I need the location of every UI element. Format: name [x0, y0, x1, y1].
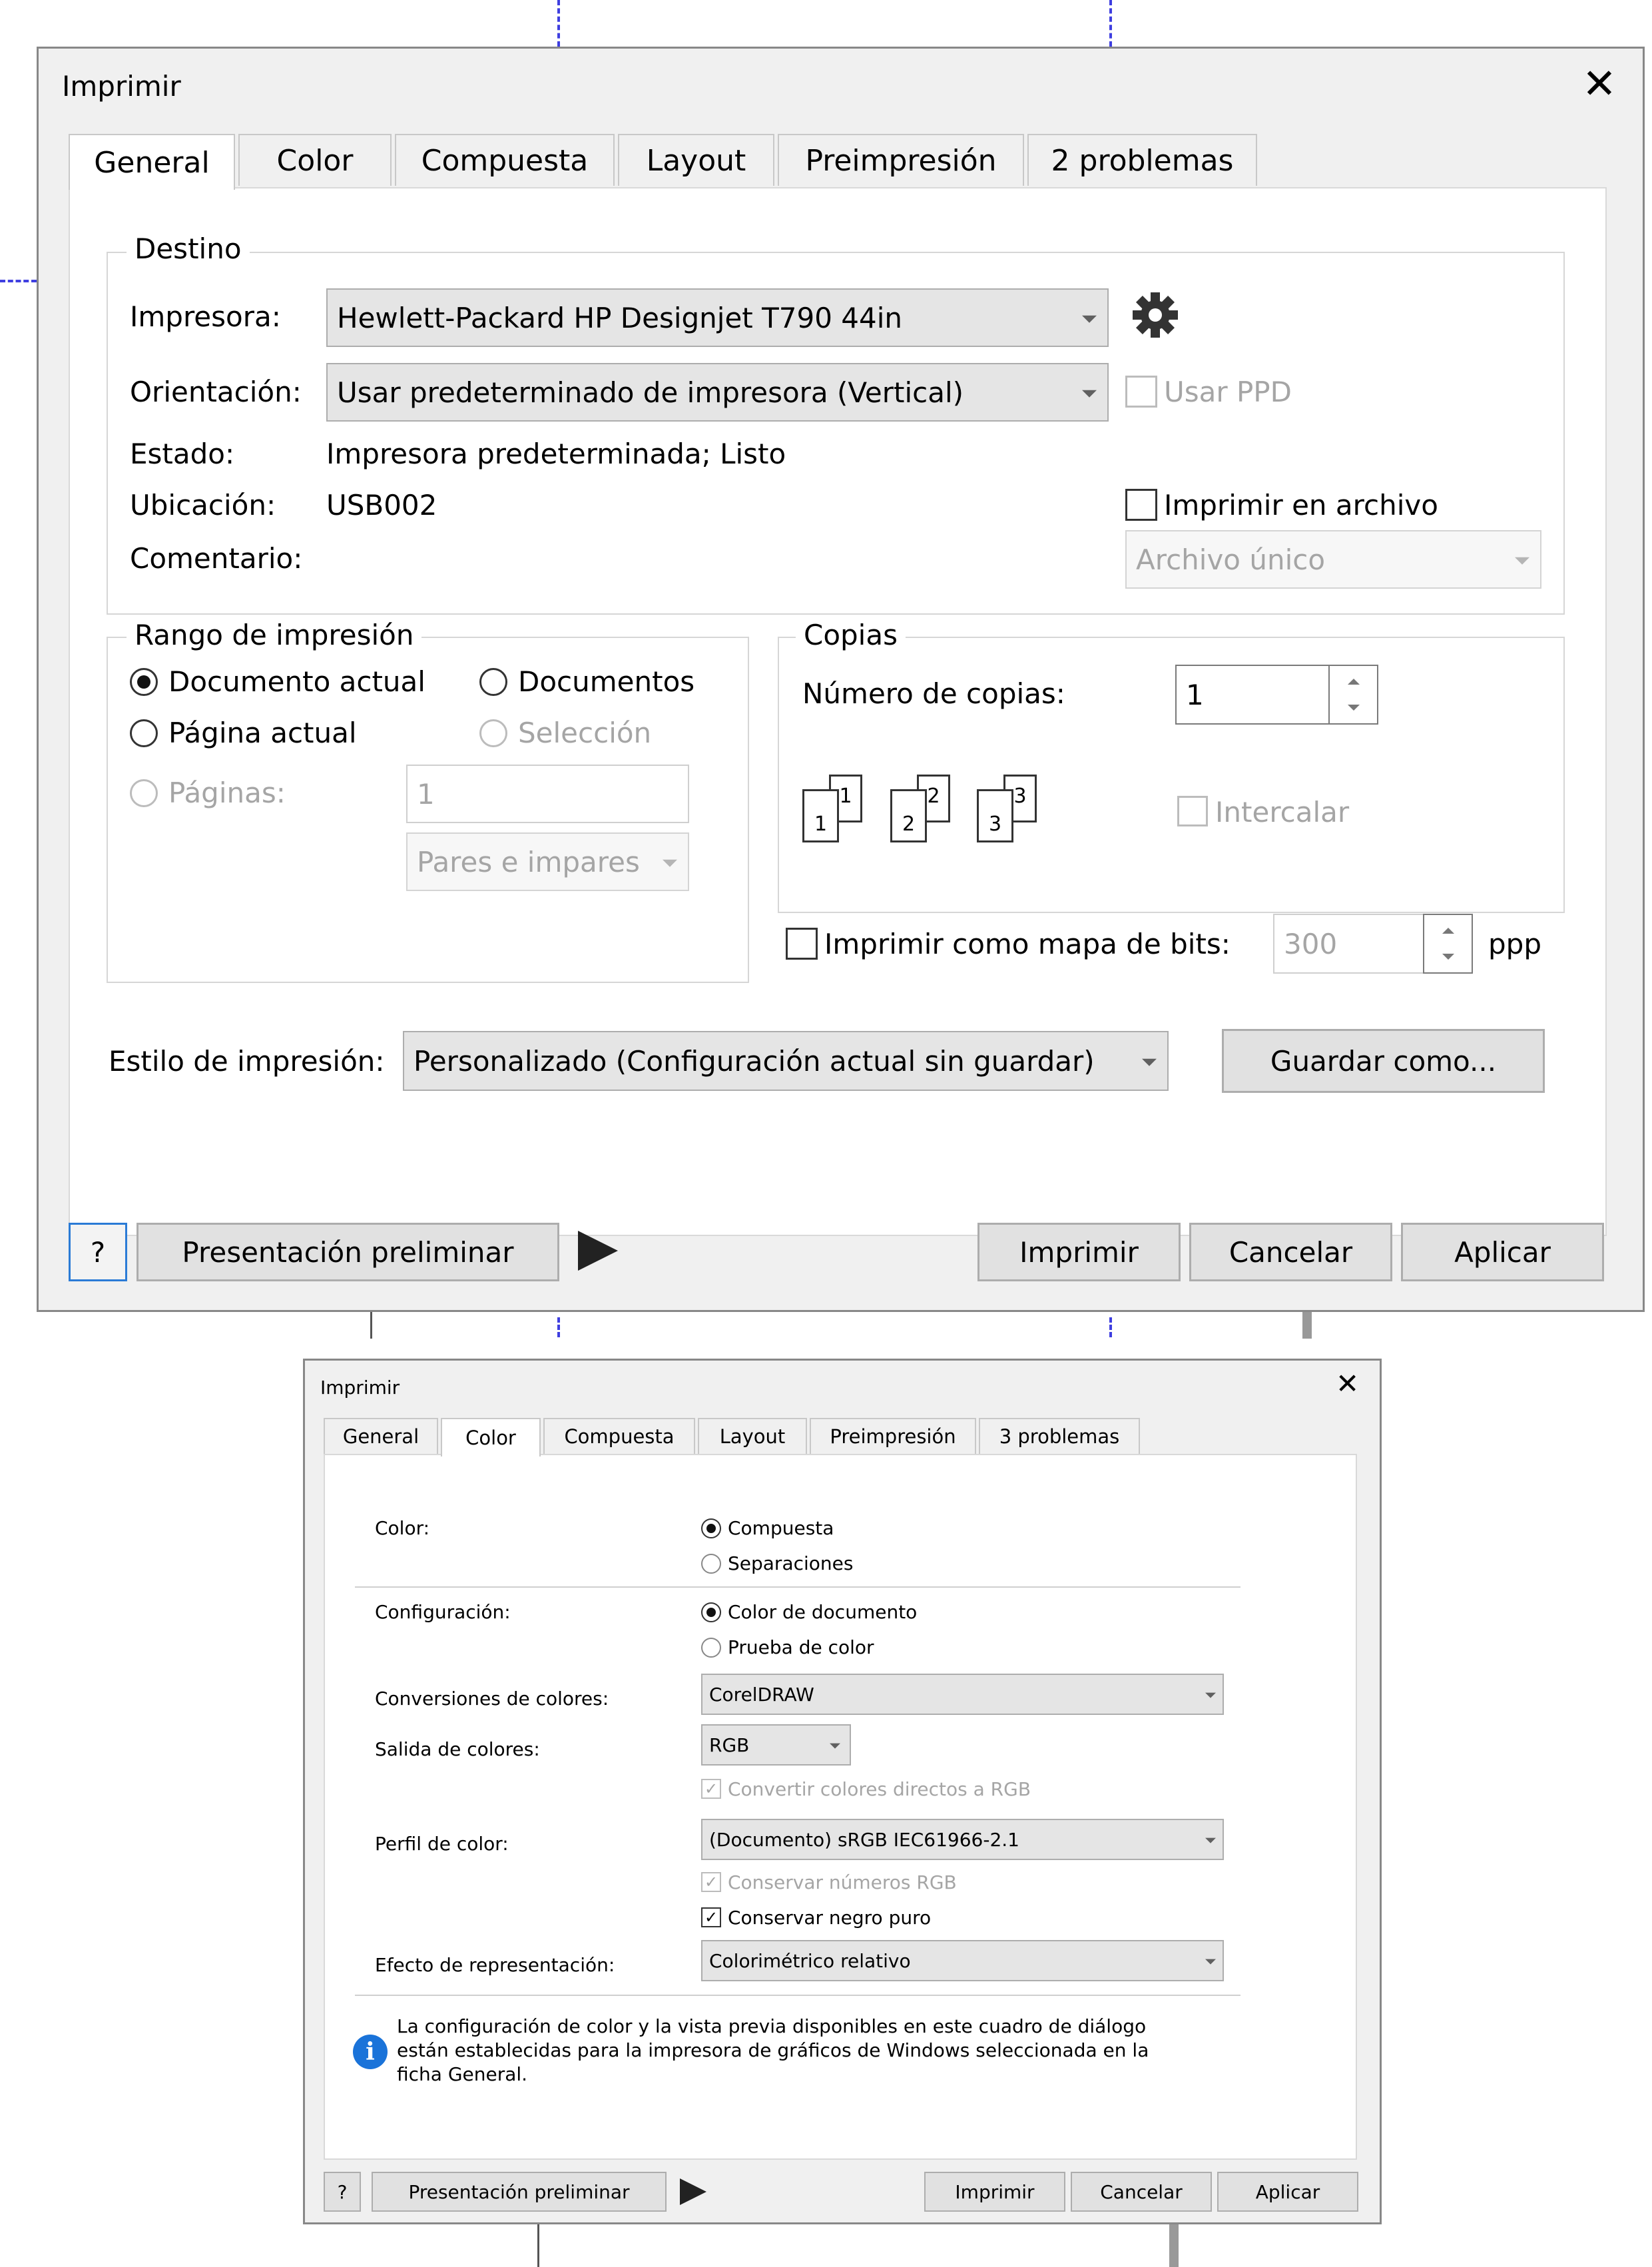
rendering-intent-value: Colorimétrico relativo [709, 1949, 911, 1972]
color-profile-value: (Documento) sRGB IEC61966-2.1 [709, 1828, 1019, 1851]
apply-button[interactable]: Aplicar [1217, 2172, 1358, 2212]
play-arrow-icon[interactable] [578, 1231, 618, 1271]
info-line-3: ficha General. [397, 2063, 528, 2085]
use-ppd-checkbox[interactable] [1125, 376, 1157, 408]
preserve-rgb-checkbox[interactable] [701, 1872, 721, 1892]
checkmark-icon: ✓ [704, 1780, 718, 1798]
close-icon[interactable]: ✕ [1582, 59, 1617, 108]
collate-pages-icon [802, 775, 1055, 848]
preserve-rgb-label: Conservar números RGB [728, 1871, 957, 1893]
rendering-intent-select[interactable] [701, 1940, 1224, 1981]
chevron-down-icon [1205, 1838, 1216, 1843]
help-button[interactable]: ? [324, 2172, 361, 2212]
color-output-value: RGB [709, 1734, 750, 1756]
sheet-back: 2 [917, 775, 950, 822]
guide-line [1302, 1312, 1312, 1339]
guide-line [370, 1312, 372, 1339]
color-conversions-value: CorelDRAW [709, 1683, 814, 1706]
radio-dot [706, 1524, 716, 1533]
radio-dot [706, 1608, 716, 1617]
pages-radio[interactable] [130, 779, 158, 807]
guide-line [537, 2224, 539, 2267]
chevron-down-icon [1082, 316, 1097, 323]
section-divider [355, 1586, 1240, 1588]
tab-compuesta[interactable]: Compuesta [395, 134, 615, 186]
guide-line [1169, 2224, 1179, 2267]
guide-line [1109, 1317, 1112, 1337]
checkmark-icon: ✓ [704, 1873, 718, 1891]
selection-label: Selección [518, 717, 652, 749]
print-to-file-label: Imprimir en archivo [1164, 489, 1438, 521]
color-tab-panel [324, 1454, 1357, 2160]
close-icon[interactable]: ✕ [1336, 1367, 1360, 1400]
sheet-back: 3 [1003, 775, 1037, 822]
guide-line [1109, 0, 1112, 47]
comment-label: Comentario: [130, 542, 303, 575]
color-output-label: Salida de colores: [375, 1738, 540, 1760]
file-mode-select-value: Archivo único [1136, 543, 1326, 576]
preserve-black-checkbox[interactable] [701, 1907, 721, 1927]
selection-radio[interactable] [479, 719, 507, 747]
print-preview-button[interactable]: Presentación preliminar [137, 1223, 559, 1281]
orientation-select[interactable] [326, 363, 1109, 422]
checkmark-icon: ✓ [704, 1908, 718, 1927]
print-preview-button[interactable]: Presentación preliminar [372, 2172, 667, 2212]
info-line-1: La configuración de color y la vista previa disponibles en este cuadro de diálogo [397, 2015, 1147, 2037]
pages-parity-select[interactable] [406, 832, 689, 891]
tab-color[interactable]: Color [441, 1418, 541, 1457]
printer-select[interactable] [326, 288, 1109, 347]
print-range-legend: Rango de impresión [127, 621, 421, 649]
sheet-back: 1 [829, 775, 862, 822]
color-output-select[interactable] [701, 1724, 851, 1766]
print-dialog-color [303, 1359, 1382, 2224]
print-button[interactable]: Imprimir [924, 2172, 1065, 2212]
print-as-bitmap-checkbox[interactable] [786, 928, 818, 960]
documents-label: Documentos [518, 665, 695, 698]
composite-label: Compuesta [728, 1517, 834, 1539]
chevron-down-icon [830, 1744, 840, 1749]
pages-input[interactable]: 1 [406, 765, 689, 823]
separations-radio[interactable] [701, 1554, 721, 1574]
file-mode-select[interactable] [1125, 530, 1541, 589]
collate-label: Intercalar [1215, 796, 1350, 828]
print-dialog-general [37, 47, 1645, 1312]
bitmap-resolution-stepper[interactable] [1423, 914, 1473, 974]
cancel-button[interactable]: Cancelar [1189, 1223, 1392, 1281]
save-as-button[interactable]: Guardar como... [1222, 1029, 1545, 1093]
printer-label: Impresora: [130, 300, 281, 333]
chevron-down-icon [1515, 557, 1529, 565]
print-style-value: Personalizado (Configuración actual sin guardar) [413, 1044, 1095, 1078]
play-arrow-icon[interactable] [680, 2178, 706, 2205]
status-label: Estado: [130, 438, 235, 470]
location-value: USB002 [326, 489, 437, 521]
proof-color-radio[interactable] [701, 1638, 721, 1658]
current-page-label: Página actual [168, 717, 357, 749]
chevron-down-icon [1205, 1959, 1216, 1965]
chevron-down-icon [1082, 390, 1097, 398]
color-conversions-label: Conversiones de colores: [375, 1688, 609, 1710]
bitmap-unit-label: ppp [1488, 928, 1541, 960]
destination-legend: Destino [127, 235, 250, 263]
gear-icon[interactable] [1129, 288, 1182, 342]
pages-parity-value: Pares e impares [417, 845, 640, 878]
print-to-file-checkbox[interactable] [1125, 489, 1157, 521]
dialog-title: Imprimir [62, 70, 181, 103]
chevron-down-icon [663, 860, 677, 867]
help-button[interactable]: ? [69, 1223, 127, 1281]
sheet-front: 1 [802, 789, 839, 842]
sheet-front: 2 [890, 789, 927, 842]
copies-count-label: Número de copias: [802, 677, 1065, 710]
document-color-label: Color de documento [728, 1601, 918, 1623]
guide-line [557, 1317, 560, 1337]
guide-line [0, 280, 37, 282]
general-tab-panel [69, 187, 1607, 1236]
tab-problemas[interactable]: 3 problemas [979, 1418, 1140, 1454]
color-label: Color: [375, 1517, 430, 1539]
location-label: Ubicación: [130, 489, 276, 521]
convert-spot-label: Convertir colores directos a RGB [728, 1778, 1031, 1800]
preserve-black-label: Conservar negro puro [728, 1907, 932, 1929]
configuration-label: Configuración: [375, 1601, 511, 1623]
tab-general[interactable]: General [324, 1418, 438, 1454]
pages-label: Páginas: [168, 777, 286, 809]
copies-stepper[interactable] [1328, 665, 1378, 725]
chevron-down-icon [1205, 1693, 1216, 1698]
collate-checkbox[interactable] [1177, 796, 1208, 826]
bitmap-resolution-value: 300 [1284, 927, 1338, 960]
dialog-title: Imprimir [320, 1377, 400, 1399]
proof-color-label: Prueba de color [728, 1636, 874, 1658]
current-document-label: Documento actual [168, 665, 425, 698]
current-document-radio[interactable] [130, 668, 158, 696]
convert-spot-checkbox[interactable] [701, 1779, 721, 1799]
print-button[interactable]: Imprimir [977, 1223, 1181, 1281]
guide-line [557, 0, 560, 47]
current-page-radio[interactable] [130, 719, 158, 747]
print-style-label: Estilo de impresión: [109, 1045, 385, 1078]
apply-button[interactable]: Aplicar [1401, 1223, 1604, 1281]
color-profile-select[interactable] [701, 1819, 1224, 1860]
tab-layout[interactable]: Layout [618, 134, 774, 186]
color-conversions-select[interactable] [701, 1674, 1224, 1715]
cancel-button[interactable]: Cancelar [1071, 2172, 1212, 2212]
tab-preimpresion[interactable]: Preimpresión [778, 134, 1024, 186]
radio-dot [137, 675, 150, 689]
tab-general[interactable]: General [69, 134, 235, 190]
chevron-down-icon [1142, 1059, 1157, 1066]
documents-radio[interactable] [479, 668, 507, 696]
print-as-bitmap-label: Imprimir como mapa de bits: [824, 928, 1231, 960]
copies-count-value: 1 [1186, 678, 1204, 711]
printer-select-value: Hewlett-Packard HP Designjet T790 44in [337, 301, 903, 334]
use-ppd-label: Usar PPD [1164, 376, 1292, 408]
rendering-intent-label: Efecto de representación: [375, 1954, 615, 1976]
copies-legend: Copias [796, 621, 906, 649]
tab-color[interactable]: Color [238, 134, 392, 186]
tab-preimpresion[interactable]: Preimpresión [810, 1418, 976, 1454]
orientation-select-value: Usar predeterminado de impresora (Vertical) [337, 376, 964, 409]
color-profile-label: Perfil de color: [375, 1833, 509, 1855]
document-color-radio[interactable] [701, 1602, 721, 1622]
separations-label: Separaciones [728, 1552, 854, 1574]
sheet-front: 3 [977, 789, 1013, 842]
composite-radio[interactable] [701, 1518, 721, 1538]
tab-compuesta[interactable]: Compuesta [543, 1418, 695, 1454]
info-icon: i [353, 2035, 388, 2069]
tab-layout[interactable]: Layout [698, 1418, 807, 1454]
section-divider [355, 1995, 1240, 1996]
tab-problemas[interactable]: 2 problemas [1027, 134, 1257, 186]
status-value: Impresora predeterminada; Listo [326, 438, 786, 470]
info-line-2: están establecidas para la impresora de gráficos de Windows seleccionada en la [397, 2039, 1149, 2061]
print-style-select[interactable] [403, 1031, 1169, 1091]
orientation-label: Orientación: [130, 376, 302, 408]
